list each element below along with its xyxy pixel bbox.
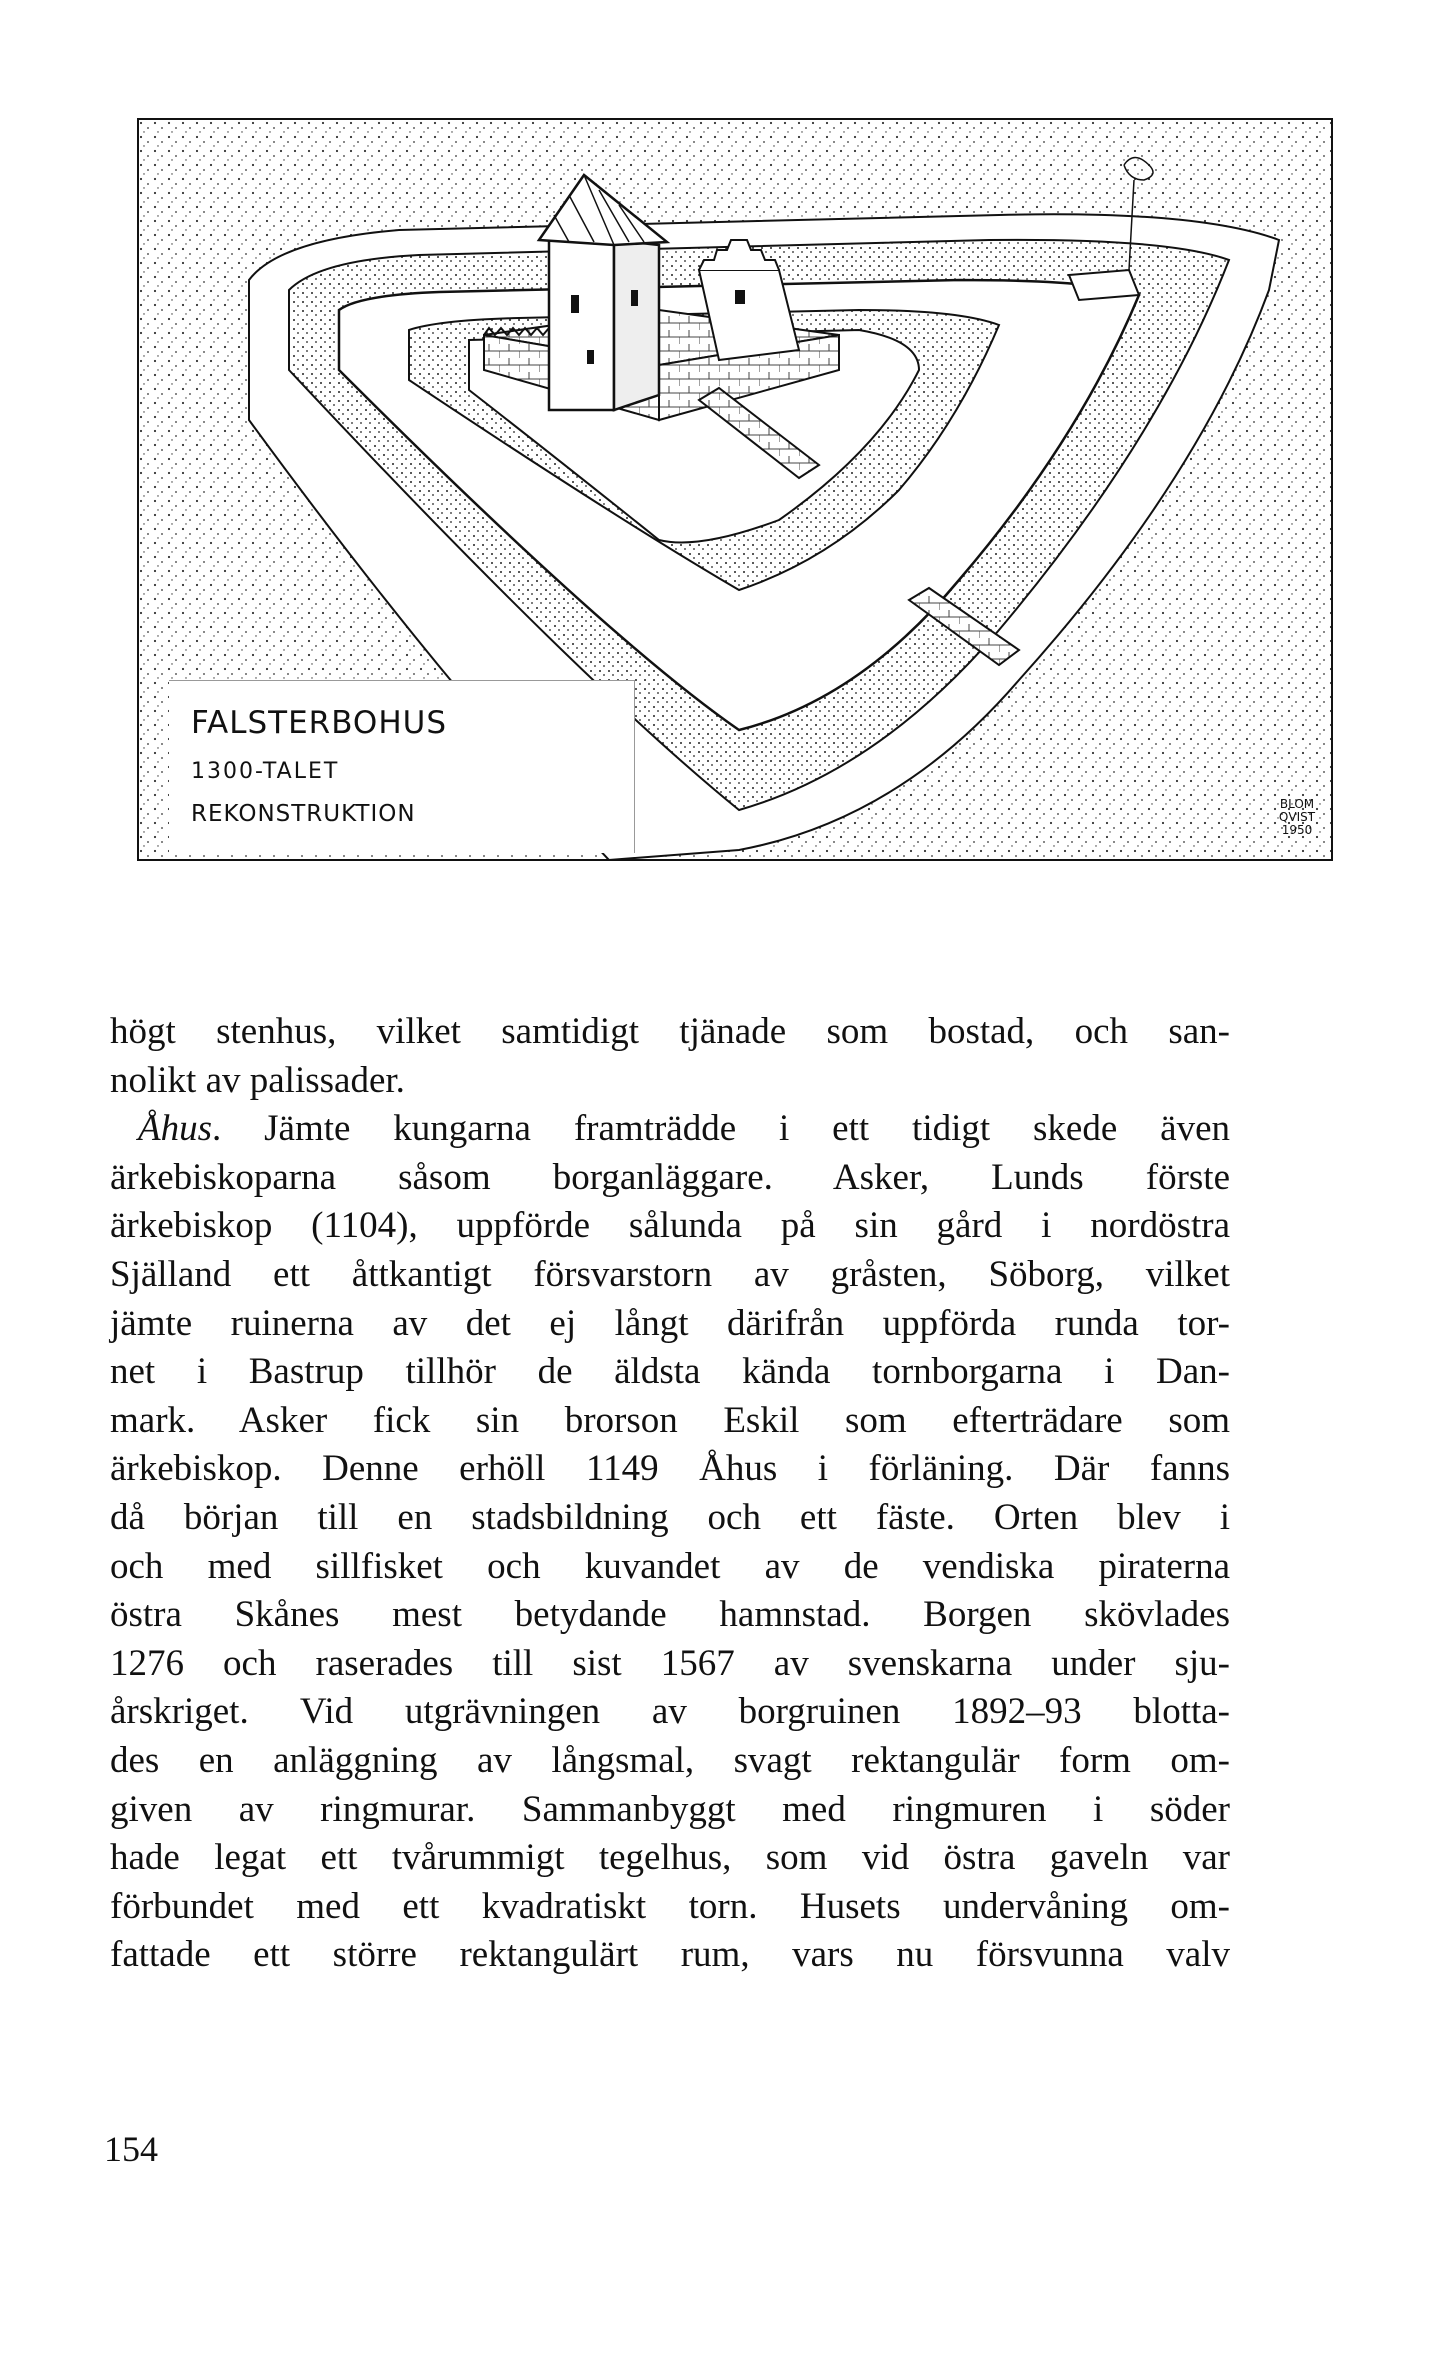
caption-title: FALSTERBOHUS [191,705,448,741]
text-line: förbundet med ett kvadratiskt torn. Husets undervåning om- [110,1885,1230,1927]
text-line: ärkebiskop. Denne erhöll 1149 Åhus i förläning. Där fanns [110,1448,1230,1490]
text-line: des en anläggning av långsmal, svagt rektangulär form om- [110,1739,1230,1781]
text-line: högt stenhus, vilket samtidigt tjänade som bostad, och san- [110,1011,1230,1052]
text-line: ärkebiskop (1104), uppförde sålunda på sin gård i nordöstra [110,1205,1230,1247]
text-line: net i Bastrup tillhör de äldsta kända tornborgarna i Dan- [110,1351,1230,1393]
text-line: fattade ett större rektangulärt rum, vars nu försvunna valv [110,1934,1230,1976]
text-line: nolikt av palissader. [110,1059,405,1101]
artist-signature: BLOM QVIST 1950 [1278,797,1316,837]
text-line: given av ringmurar. Sammanbyggt med ringmuren i söder [110,1788,1230,1830]
text-line: jämte ruinerna av det ej långt därifrån uppförda runda tor- [110,1302,1230,1344]
page-number: 154 [104,2129,158,2169]
text-line: 1276 och raserades till sist 1567 av svenskarna under sju- [110,1642,1230,1684]
text-line: då början till en stadsbildning och ett fäste. Orten blev i [110,1496,1230,1538]
figure-caption [169,680,635,853]
text-line [110,1105,1230,1154]
body-text [110,1008,1230,1980]
text-line: ärkebiskoparna såsom borganläggare. Asker, Lunds förste [110,1156,1230,1198]
text-line: och med sillfisket och kuvandet av de vendiska piraterna [110,1545,1230,1587]
castle-illustration [137,118,1333,861]
text-fragment: . Jämte kungarna framträdde i ett tidigt skede även [212,1108,1230,1150]
text-line: Själland ett åttkantigt försvarstorn av gråsten, Söborg, vilket [110,1253,1230,1295]
caption-period: 1300-TALET [191,759,340,784]
text-line: mark. Asker fick sin brorson Eskil som efterträdare som [110,1399,1230,1441]
place-name: Åhus [138,1108,212,1150]
caption-subtitle: REKONSTRUKTION [191,801,416,827]
text-line: östra Skånes mest betydande hamnstad. Borgen skövlades [110,1594,1230,1636]
text-line: årskriget. Vid utgrävningen av borgruinen 1892–93 blotta- [110,1691,1230,1733]
text-line: hade legat ett tvårummigt tegelhus, som vid östra gaveln var [110,1837,1230,1879]
